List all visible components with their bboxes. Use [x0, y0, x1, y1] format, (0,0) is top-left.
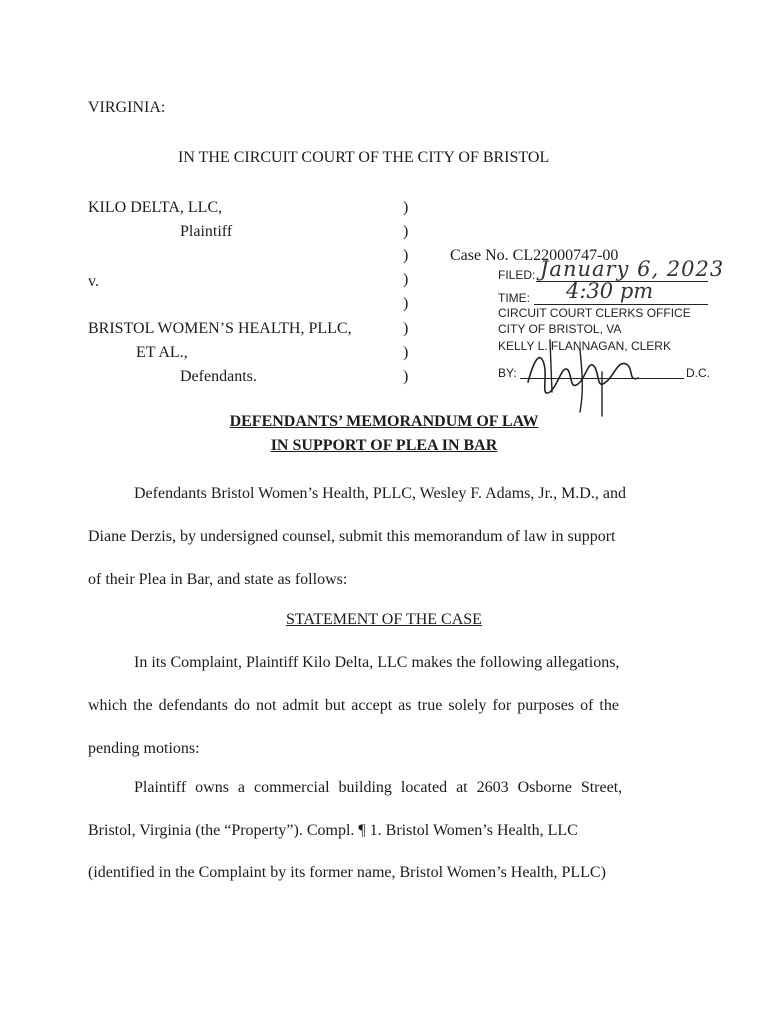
caption-paren: ) [403, 295, 409, 312]
stamp-time-label: TIME: [498, 291, 530, 305]
defendant-role: Defendants. [180, 368, 257, 385]
para1-line: which the defendants do not admit but accept as true solely for purposes of the [88, 697, 619, 714]
stamp-city: CITY OF BRISTOL, VA [498, 322, 622, 336]
clerk-signature [510, 320, 660, 420]
caption-paren: ) [403, 247, 409, 264]
memo-title-line1: DEFENDANTS’ MEMORANDUM OF LAW [229, 413, 539, 430]
para1-line: pending motions: [88, 740, 200, 757]
stamp-time-value: 4:30 pm [566, 279, 654, 303]
intro-line: of their Plea in Bar, and state as follows: [88, 571, 348, 588]
intro-line: Diane Derzis, by undersigned counsel, submit this memorandum of law in support [88, 528, 616, 545]
jurisdiction-label: VIRGINIA: [88, 99, 166, 116]
stamp-filed-label: FILED: [498, 268, 536, 282]
defendant-name: BRISTOL WOMEN’S HEALTH, PLLC, [88, 320, 352, 337]
versus-label: v. [88, 273, 99, 290]
stamp-filed-date: January 6, 2023 [540, 257, 725, 281]
defendant-etal: ET AL., [136, 344, 188, 361]
plaintiff-name: KILO DELTA, LLC, [88, 199, 223, 216]
stamp-office: CIRCUIT COURT CLERKS OFFICE [498, 306, 691, 320]
stamp-by-label: BY: [498, 366, 517, 380]
memo-title-line2: IN SUPPORT OF PLEA IN BAR [270, 437, 498, 454]
para2-line: (identified in the Complaint by its former name, Bristol Women’s Health, PLLC) [88, 864, 606, 881]
stamp-dc-label: D.C. [686, 366, 710, 380]
plaintiff-role: Plaintiff [180, 223, 233, 240]
para1-line: In its Complaint, Plaintiff Kilo Delta, LLC makes the following allegations, [134, 654, 620, 671]
para2-line: Plaintiff owns a commercial building located at 2603 Osborne Street, [134, 779, 623, 796]
caption-paren: ) [403, 344, 409, 361]
stamp-clerk: KELLY L. FLANNAGAN, CLERK [498, 339, 671, 353]
court-title: IN THE CIRCUIT COURT OF THE CITY OF BRISTOL [178, 149, 550, 166]
case-number: Case No. CL22000747-00 [450, 247, 619, 264]
caption-paren: ) [403, 199, 409, 216]
section-heading: STATEMENT OF THE CASE [286, 611, 482, 628]
para2-line: Bristol, Virginia (the “Property”). Compl. ¶ 1. Bristol Women’s Health, LLC [88, 822, 578, 839]
caption-paren: ) [403, 223, 409, 240]
caption-paren: ) [403, 271, 409, 288]
intro-line: Defendants Bristol Women’s Health, PLLC, Wesley F. Adams, Jr., M.D., and [134, 485, 626, 502]
caption-paren: ) [403, 368, 409, 385]
caption-paren: ) [403, 320, 409, 337]
